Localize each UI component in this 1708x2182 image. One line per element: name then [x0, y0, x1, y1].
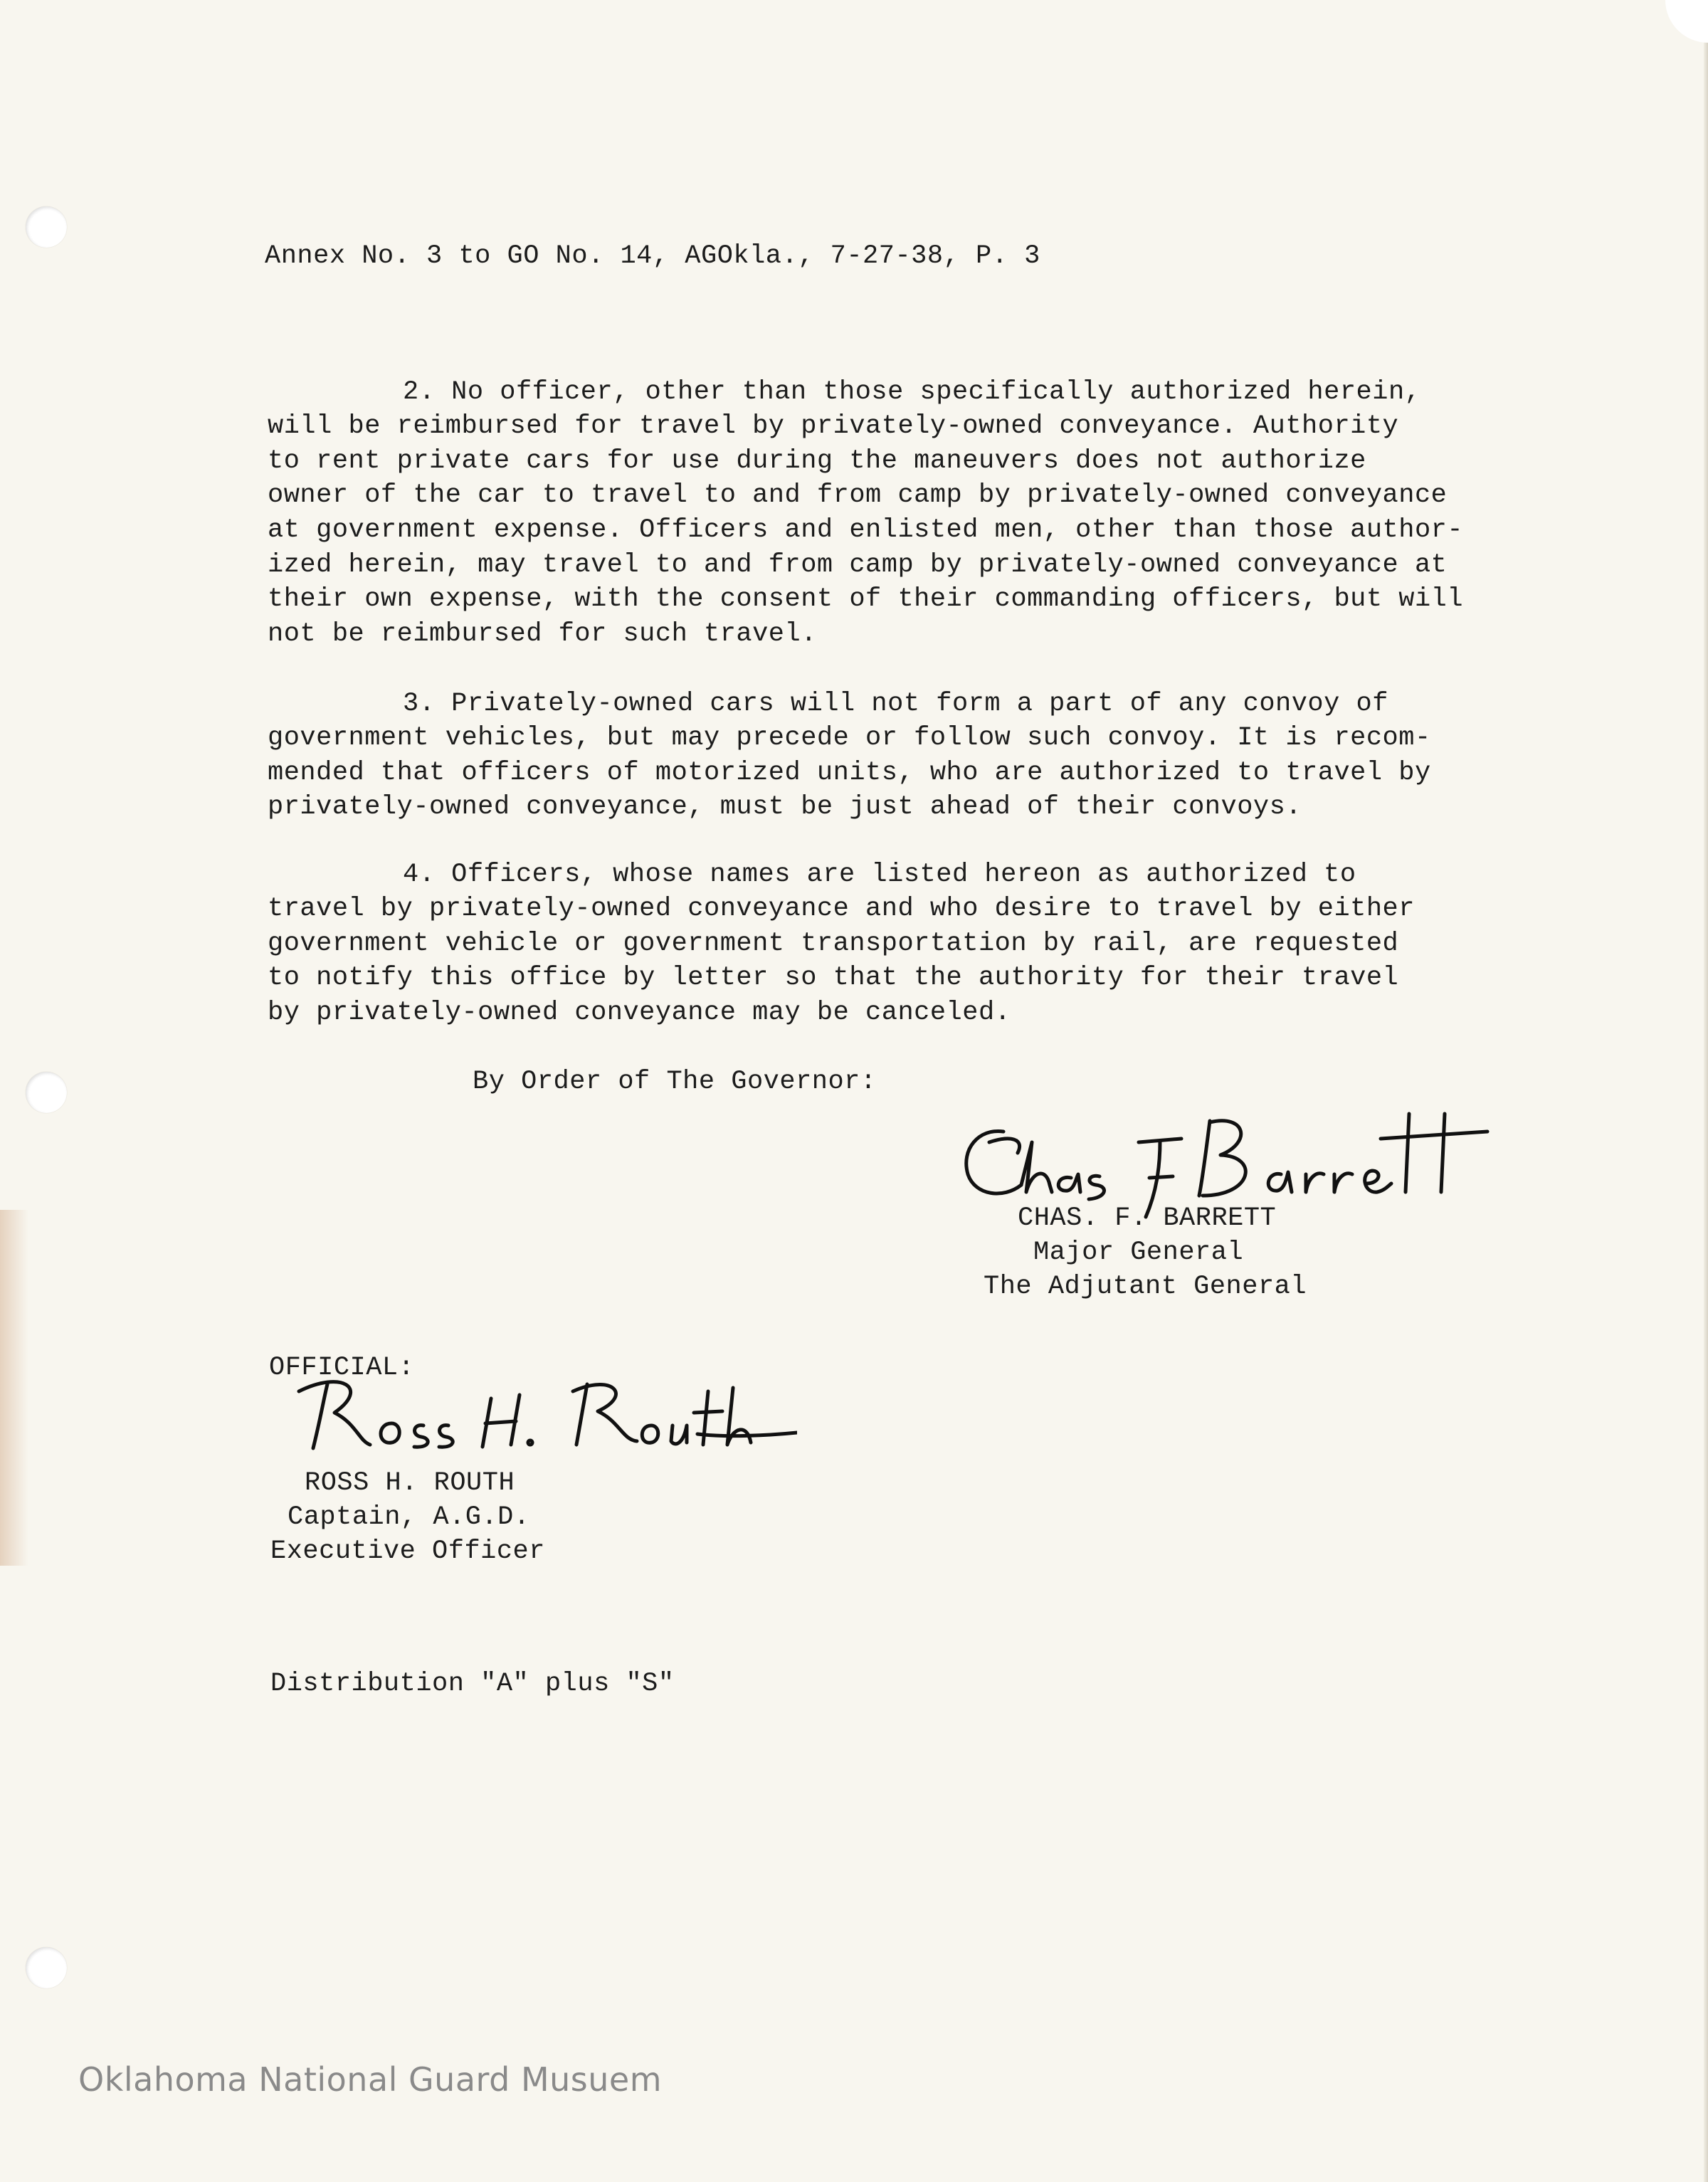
paragraph-4 — [268, 823, 1563, 1031]
annex-header: Annex No. 3 to GO No. 14, AGOkla., 7-27-38, P. 3 — [265, 241, 1040, 271]
distribution-line: Distribution "A" plus "S" — [270, 1669, 675, 1699]
punch-hole-top — [26, 206, 67, 248]
paragraph-text: No officer, other than those specifically authorized herein, will be reimbursed for travel by privately-owned conveyance. Authority to rent private cars for use during the maneuvers does not authorize owner of the car to travel to and from camp by privately-owned conveyance at government expense. Officers and enlisted men, other than those author- ized herein, may travel to and from camp by privately-owned conveyance at their own expense, with the consent of their commanding officers, but will not be reimbursed for such travel. — [268, 376, 1464, 649]
paragraph-text: Privately-owned cars will not form a part of any convoy of government vehicles, but may precede or follow such convoy. It is recom- mended that officers of motorized units, who are authorized to travel by privately-owned conveyance, must be just ahead of their convoys. — [268, 688, 1431, 823]
museum-watermark: Oklahoma National Guard Musuem — [78, 2060, 663, 2099]
governor-rank: Major General — [1033, 1238, 1244, 1267]
punch-hole-middle — [26, 1072, 67, 1113]
page-edge-shadow — [1704, 0, 1708, 2182]
official-label: OFFICIAL: — [269, 1353, 415, 1383]
routh-signature — [285, 1356, 797, 1462]
paragraph-2 — [268, 340, 1563, 651]
paragraph-number: 3. — [403, 688, 436, 719]
paragraph-number: 2. — [403, 376, 436, 407]
governor-title: The Adjutant General — [984, 1272, 1307, 1302]
governor-name: CHAS. F. BARRETT — [1018, 1203, 1277, 1233]
official-rank: Captain, A.G.D. — [288, 1502, 530, 1532]
official-name: ROSS H. ROUTH — [305, 1468, 515, 1498]
paragraph-text: Officers, whose names are listed hereon as authorized to travel by privately-owned conveyance and who desire to travel by either government vehicle or government transportation by rail, are requested to notify this office by letter so that the authority for their travel by privately-owned conveyance may be canceled. — [268, 859, 1415, 1028]
punch-hole-bottom — [26, 1947, 67, 1988]
page-corner — [1665, 0, 1708, 43]
order-line: By Order of The Governor: — [473, 1067, 877, 1097]
official-title: Executive Officer — [270, 1537, 545, 1566]
paragraph-3 — [268, 652, 1563, 825]
paragraph-number: 4. — [403, 859, 436, 890]
paper-stain — [0, 1210, 28, 1566]
